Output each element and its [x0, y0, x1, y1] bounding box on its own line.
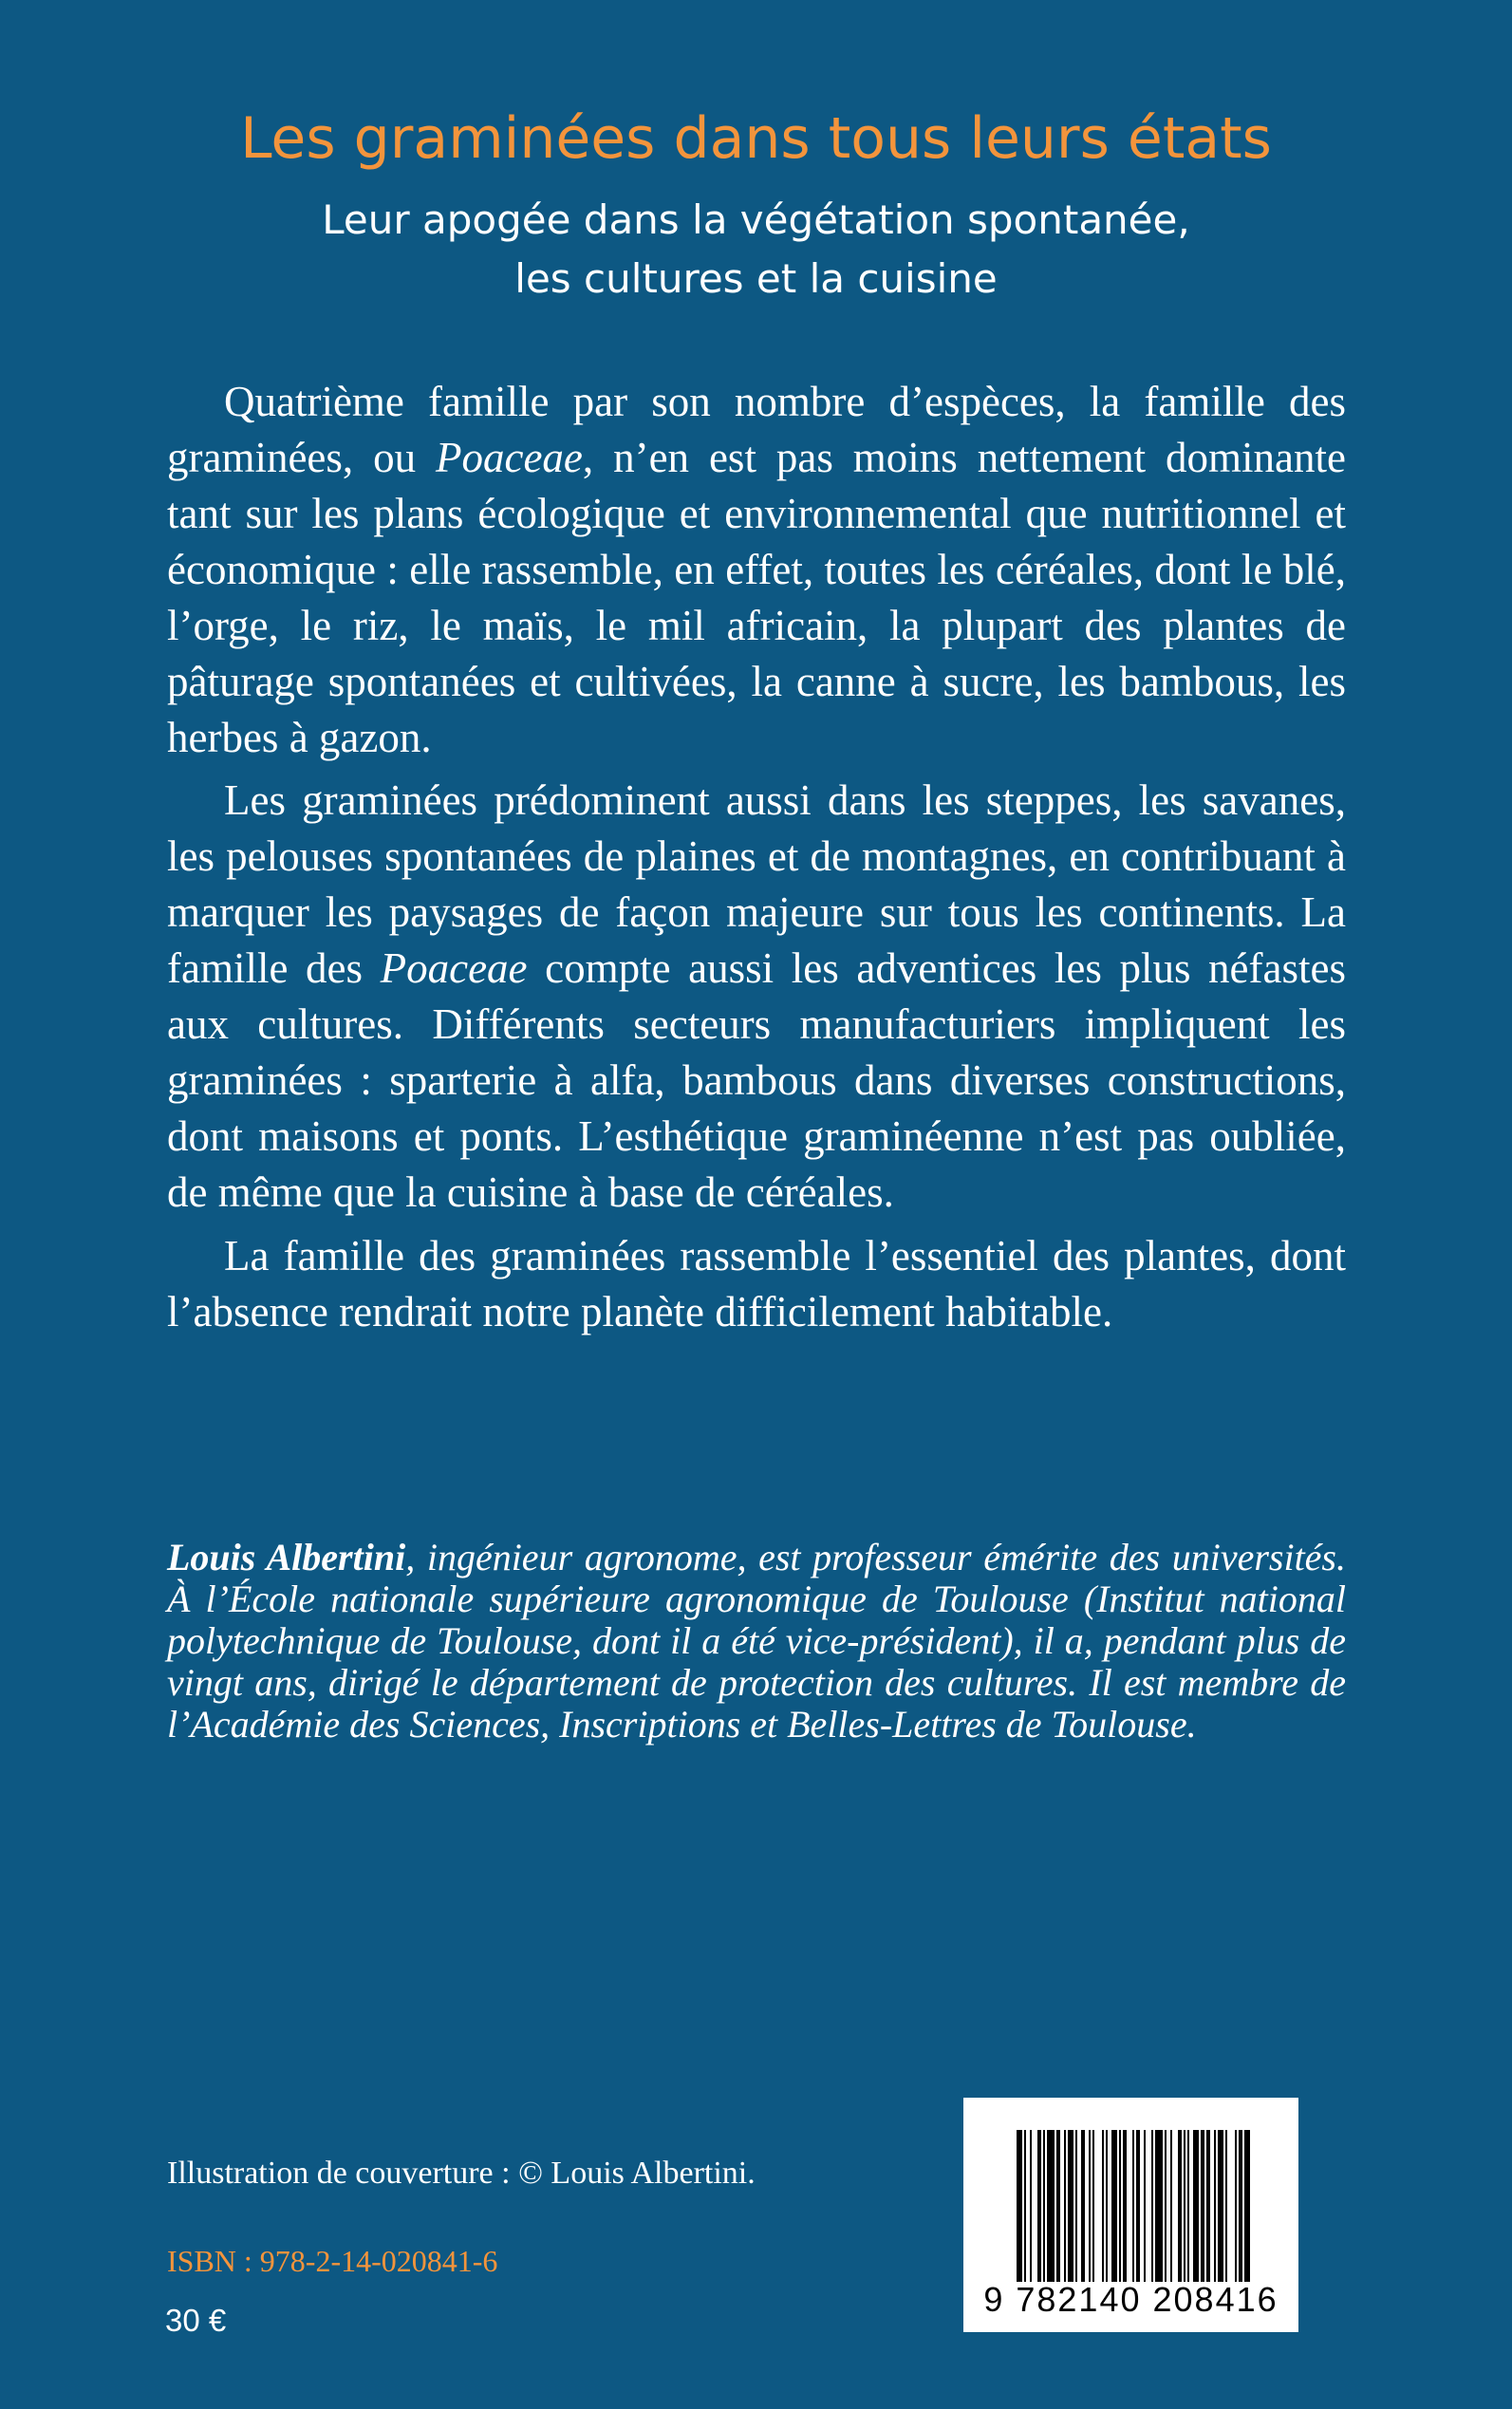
barcode-bar	[1106, 2130, 1108, 2282]
cover-credit: Illustration de couverture : © Louis Albertini.	[167, 2156, 756, 2191]
paragraph-1-latin-name: Poaceae	[436, 434, 583, 481]
isbn: ISBN : 978-2-14-020841-6	[167, 2244, 498, 2278]
barcode-bar	[1123, 2130, 1127, 2282]
barcode-bar	[1024, 2130, 1026, 2282]
barcode-bar	[1043, 2130, 1045, 2282]
paragraph-1-text-b: , n’en est pas moins nettement dominante tant sur les plans écologique et environnemental que nutritionnel et économique : elle rassemble, en effet, toutes les céréales, dont le blé, l’orge, le riz, le maïs, le mil africain, la plupart des plantes de pâturage spontanées et cultivées, la canne à sucre, les bambous, les herbes à gazon.	[167, 434, 1346, 761]
barcode-bar	[1081, 2130, 1085, 2282]
barcode-bar	[1089, 2130, 1091, 2282]
paragraph-2	[167, 773, 1346, 1221]
barcode-bar	[1151, 2130, 1153, 2282]
paragraph-1-text-a: Quatrième famille par son nombre d’espèces, la famille des graminées, ou	[167, 378, 1346, 481]
barcode-bar	[1178, 2130, 1182, 2282]
paragraph-2-text-a: Les graminées prédominent aussi dans les steppes, les savanes, les pelouses spontanées de plaines et de montagnes, en contribuant à marquer les paysages de façon majeure sur tous les continents. La famille des	[167, 776, 1346, 992]
barcode-bar	[1111, 2130, 1117, 2282]
paragraph-1	[167, 374, 1346, 766]
barcode-bar	[1214, 2130, 1216, 2282]
barcode-bar	[1037, 2130, 1041, 2282]
barcode-bar	[1047, 2130, 1055, 2282]
page-title: Les graminées dans tous leurs états	[240, 105, 1272, 172]
barcode-bar	[1030, 2130, 1032, 2282]
subtitle-line-2: les cultures et la cuisine	[514, 255, 998, 302]
barcode-bar	[1187, 2130, 1189, 2282]
barcode-bar	[1184, 2130, 1185, 2282]
barcode-bar	[1218, 2130, 1223, 2282]
paragraph-3	[167, 1228, 1346, 1340]
subtitle-line-1: Leur apogée dans la végétation spontanée,	[322, 196, 1190, 243]
barcode-bar	[1206, 2130, 1210, 2282]
barcode-bar	[1201, 2130, 1204, 2282]
author-bio-text: , ingénieur agronome, est professeur émérite des universités. À l’École nationale supérieure agronomique de Toulouse (Institut national polytechnique de Toulouse, dont il a été vice-président), il a, pendant plus de vingt ans, dirigé le département de protection des cultures. Il est membre de l’Académie des Sciences, Inscriptions et Belles-Lettres de Toulouse.	[167, 1536, 1346, 1746]
paragraph-2-text-b: compte aussi les adventices les plus néfastes aux cultures. Différents secteurs manufacturiers impliquent les graminées : sparterie à alfa, bambous dans diverses constructions, dont maisons et ponts. L’esthétique graminéenne n’est pas oubliée, de même que la cuisine à base de céréales.	[167, 944, 1346, 1216]
author-name: Louis Albertini	[167, 1536, 406, 1578]
barcode-bar	[1017, 2130, 1022, 2282]
barcode-bar	[1193, 2130, 1199, 2282]
barcode-bars	[963, 2098, 1298, 2288]
barcode-digits: 9 782140 208416	[983, 2280, 1279, 2319]
barcode-bar	[1132, 2130, 1134, 2282]
barcode-bar	[1064, 2130, 1066, 2282]
barcode-bar	[1170, 2130, 1172, 2282]
price: 30 €	[165, 2303, 227, 2338]
barcode-bar	[1244, 2130, 1250, 2282]
paragraph-3-text: La famille des graminées rassemble l’essentiel des plantes, dont l’absence rendrait notre planète difficilement habitable.	[167, 1232, 1346, 1335]
barcode-bar	[1119, 2130, 1121, 2282]
barcode-bar	[1092, 2130, 1094, 2282]
barcode-bar	[1056, 2130, 1060, 2282]
barcode-bar	[1165, 2130, 1167, 2282]
barcode-bar	[1225, 2130, 1227, 2282]
barcode-bar	[1155, 2130, 1163, 2282]
barcode-bar	[1144, 2130, 1146, 2282]
author-bio	[167, 1537, 1346, 1746]
barcode-bar	[1102, 2130, 1104, 2282]
barcode-bar	[1136, 2130, 1140, 2282]
barcode-bar	[1239, 2130, 1242, 2282]
barcode-bar	[1235, 2130, 1237, 2282]
barcode-bar	[1068, 2130, 1073, 2282]
barcode-bar	[1075, 2130, 1077, 2282]
paragraph-2-latin-name: Poaceae	[380, 944, 528, 992]
barcode	[963, 2098, 1298, 2332]
